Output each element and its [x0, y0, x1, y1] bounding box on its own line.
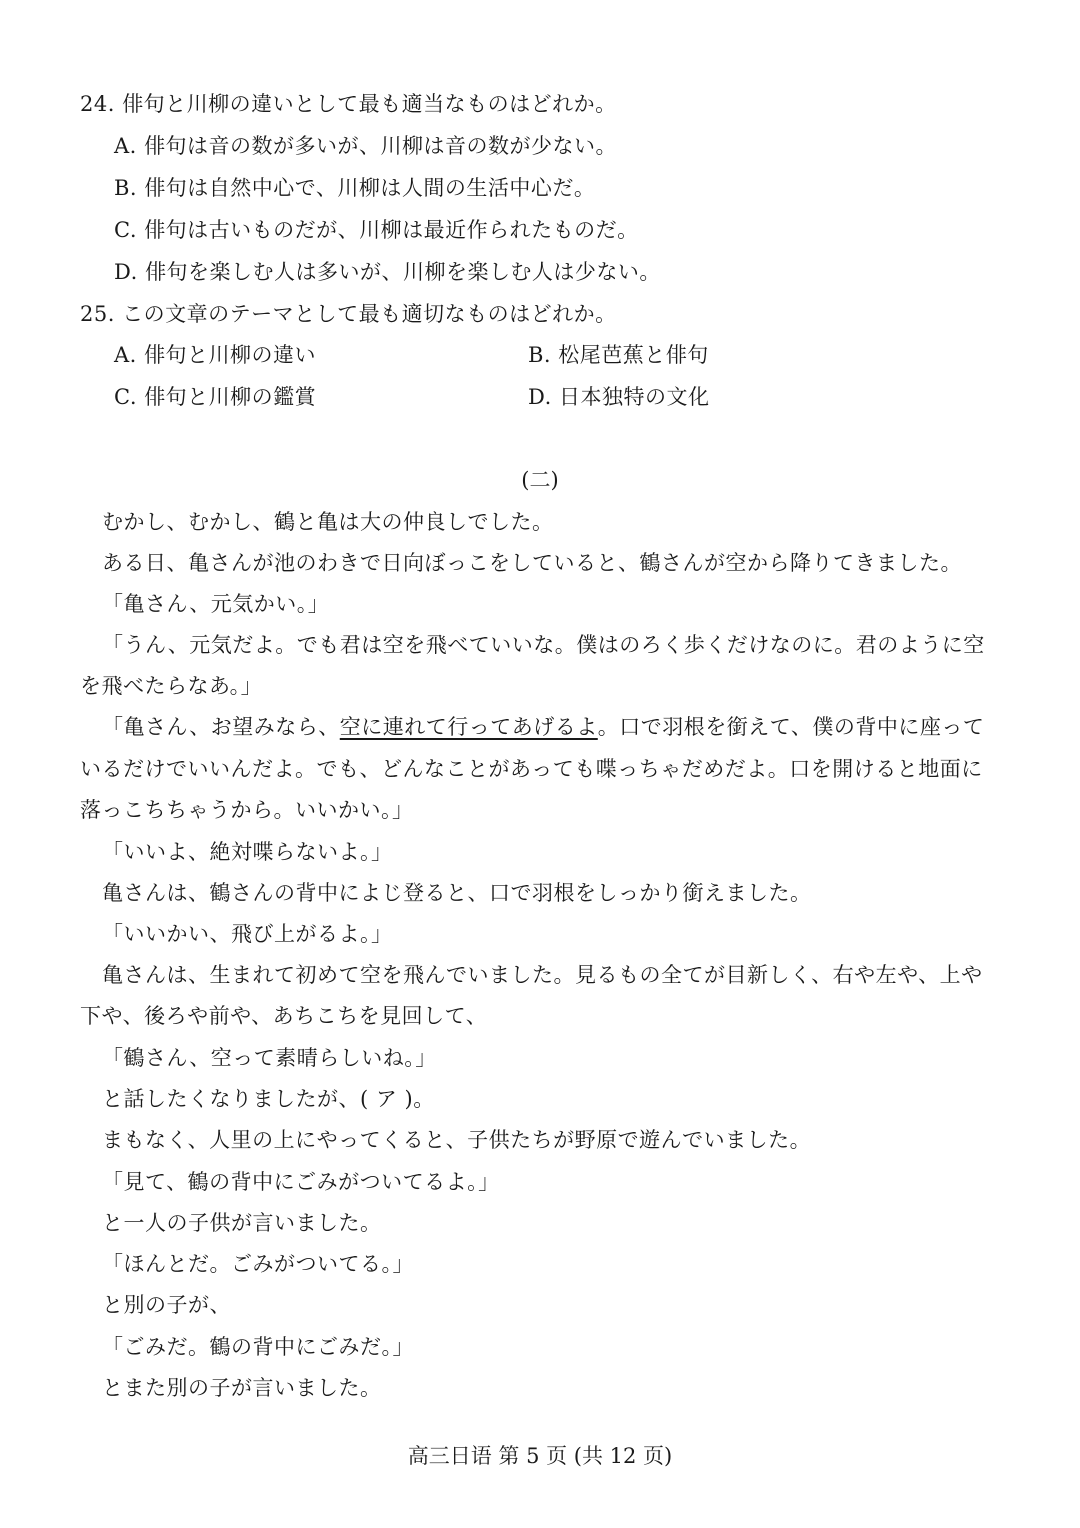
question-24-option-a: A. 俳句は音の数が多いが、川柳は音の数が少ない。: [114, 134, 618, 158]
underlined-phrase: 空に連れて行ってあげるよ: [339, 715, 598, 739]
story-line-2: ある日、亀さんが池のわきで日向ぼっこをしていると、鶴さんが空から降りてきました。: [102, 551, 962, 575]
story-line-20: と別の子が、: [102, 1293, 231, 1317]
question-25-option-a: A. 俳句と川柳の違い: [114, 343, 317, 367]
question-24-stem: 24. 俳句と川柳の違いとして最も適当なものはどれか。: [80, 92, 617, 116]
story-line-4: 「うん、元気だよ。でも君は空を飛べていいな。僕はのろく歩くだけなのに。君のように空: [102, 633, 985, 657]
question-24-option-c: C. 俳句は古いものだが、川柳は最近作られたものだ。: [114, 218, 639, 242]
story-line-7: いるだけでいいんだよ。でも、どんなことがあっても喋っちゃだめだよ。口を開けると地面に: [80, 757, 983, 781]
section-title: (二): [521, 468, 559, 492]
question-24-option-b: B. 俳句は自然中心で、川柳は人間の生活中心だ。: [114, 176, 596, 200]
story-line-6-start: 「亀さん、お望みなら、: [102, 715, 340, 739]
story-line-1: むかし、むかし、鶴と亀は大の仲良しでした。: [102, 510, 554, 534]
story-line-22: とまた別の子が言いました。: [102, 1376, 382, 1400]
story-line-21: 「ごみだ。鶴の背中にごみだ。」: [102, 1335, 414, 1359]
story-line-12: 亀さんは、生まれて初めて空を飛んでいました。見るもの全てが目新しく、右や左や、上や: [102, 963, 983, 987]
story-line-14: 「鶴さん、空って素晴らしいね。」: [102, 1046, 437, 1070]
story-line-13: 下や、後ろや前や、あちこちを見回して、: [80, 1004, 488, 1028]
story-line-10: 亀さんは、鶴さんの背中によじ登ると、口で羽根をしっかり銜えました。: [102, 881, 812, 905]
question-24-option-d: D. 俳句を楽しむ人は多いが、川柳を楽しむ人は少ない。: [114, 260, 661, 284]
story-line-9: 「いいよ、絶対喋らないよ。」: [102, 840, 393, 864]
story-line-17: 「見て、鶴の背中にごみがついてるよ。」: [102, 1170, 500, 1194]
story-line-5: を飛べたらなあ。」: [80, 674, 263, 698]
story-line-6-end: 。口で羽根を銜えて、僕の背中に座って: [597, 715, 985, 739]
question-25-stem: 25. この文章のテーマとして最も適切なものはどれか。: [80, 302, 617, 326]
story-line-15: と話したくなりましたが、( ア )。: [102, 1087, 435, 1111]
page-footer: 高三日语 第 5 页 (共 12 页): [407, 1444, 673, 1468]
question-25-option-d: D. 日本独特の文化: [528, 385, 710, 409]
question-25-option-c: C. 俳句と川柳の鑑賞: [114, 385, 317, 409]
story-line-8: 落っこちちゃうから。いいかい。」: [80, 798, 414, 822]
story-line-6: [102, 713, 984, 741]
story-line-16: まもなく、人里の上にやってくると、子供たちが野原で遊んでいました。: [102, 1128, 812, 1152]
story-line-3: 「亀さん、元気かい。」: [102, 592, 330, 616]
question-25-option-b: B. 松尾芭蕉と俳句: [528, 343, 709, 367]
story-line-19: 「ほんとだ。ごみがついてる。」: [102, 1252, 414, 1276]
story-line-18: と一人の子供が言いました。: [102, 1211, 382, 1235]
story-line-11: 「いいかい、飛び上がるよ。」: [102, 922, 393, 946]
